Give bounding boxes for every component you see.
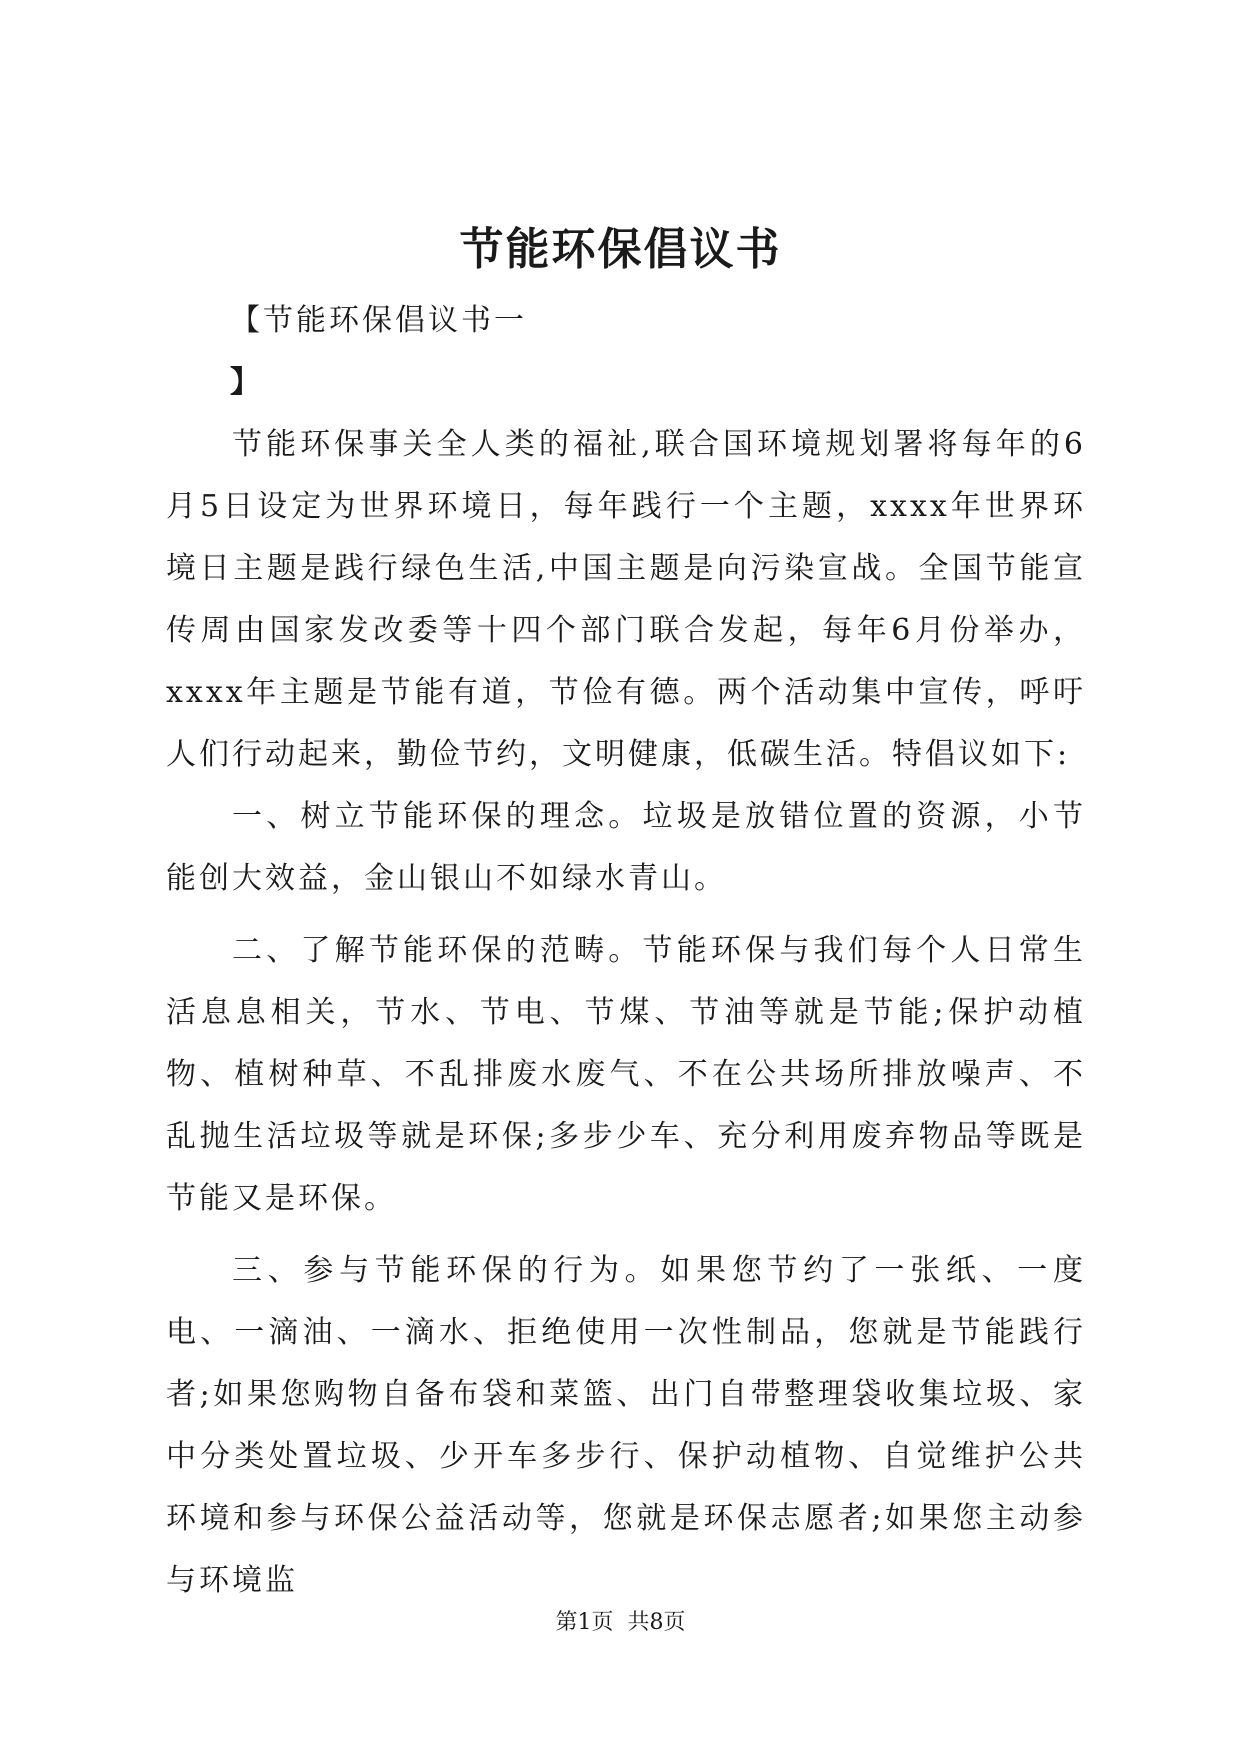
subheading-open: 【节能环保倡议书一	[230, 303, 527, 338]
paragraph-item-1: 一、树立节能环保的理念。垃圾是放错位置的资源，小节能创大效益，金山银山不如绿水青山。	[166, 799, 1086, 896]
paragraph-intro: 节能环保事关全人类的福祉,联合国环境规划署将每年的6月5日设定为世界环境日，每年践行一个主题，xxxx年世界环境日主题是践行绿色生活,中国主题是向污染宣战。全国节能宣传周由国家发改委等十四个部门联合发起，每年6月份举办，xxxx年主题是节能有道，节俭有德。两个活动集中宣传，呼吁人们行动起来，勤俭节约，文明健康，低碳生活。特倡议如下:	[166, 427, 1086, 772]
paragraph-item-2: 二、了解节能环保的范畴。节能环保与我们每个人日常生活息息相关，节水、节电、节煤、节油等就是节能;保护动植物、植树种草、不乱排废水废气、不在公共场所排放噪声、不乱抛生活垃圾等就是环保;多步少车、充分利用废弃物品等既是节能又是环保。	[166, 933, 1086, 1216]
document-title: 节能环保倡议书	[459, 224, 782, 275]
page-number: 第1页	[555, 1610, 614, 1635]
document-body	[166, 290, 1086, 1612]
paragraph-item-3: 三、参与节能环保的行为。如果您节约了一张纸、一度电、一滴油、一滴水、拒绝使用一次性制品，您就是节能践行者;如果您购物自备布袋和菜篮、出门自带整理袋收集垃圾、家中分类处置垃圾、少开车多步行、保护动植物、自觉维护公共环境和参与环保公益活动等，您就是环保志愿者;如果您主动参与环境监	[166, 1253, 1086, 1598]
subheading-close: 】	[230, 365, 263, 400]
page-footer	[0, 1608, 1241, 1638]
page-total: 共8页	[627, 1610, 686, 1635]
